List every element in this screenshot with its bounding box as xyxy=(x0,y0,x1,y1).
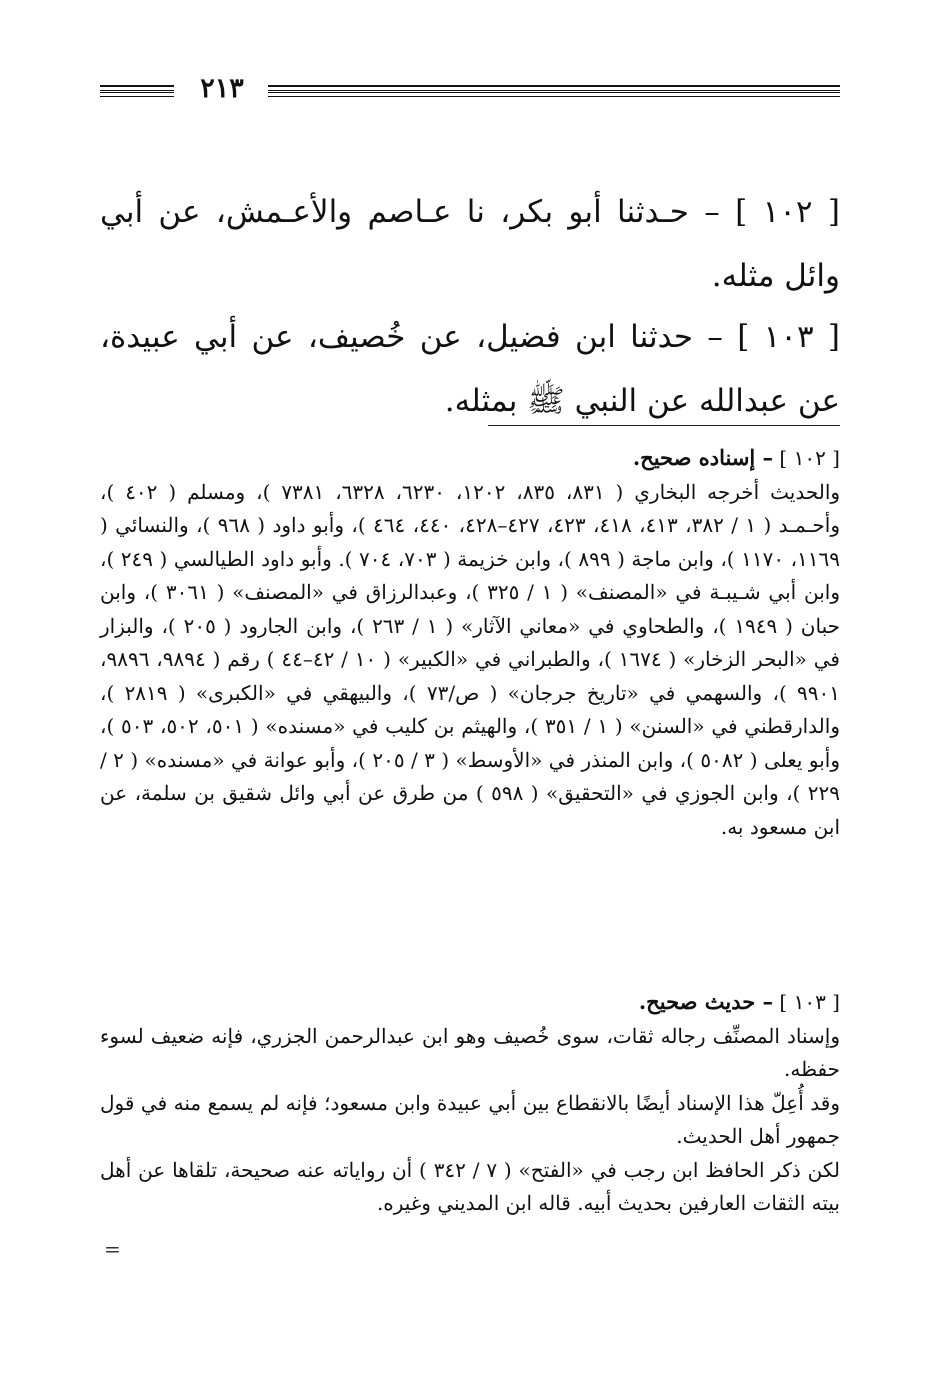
page-number: ٢١٣ xyxy=(200,73,244,104)
footnote-text: والحديث أخرجه البخاري ( ٨٣١، ٨٣٥، ١٢٠٢، ٦٢٣٠، ٦٣٢٨، ٧٣٨١ )، ومسلم ( ٤٠٢ )، وأحـمـد ( ١ / ٣٨٢، ٤١٣، ٤١٨، ٤٢٣، ٤٢٧–٤٢٨، ٤٤٠، ٤٦٤ )، وأبو داود ( ٩٦٨ )، والنسائي ( ١١٦٩، ١١٧٠ )، وابن ماجة ( ٨٩٩ )، وابن خزيمة ( ٧٠٣، ٧٠٤ ). وأبو داود الطيالسي ( ٢٤٩ )، وابن أبي شـيبـة في «المصنف» ( ١ / ٣٢٥ )، وعبدالرزاق في «المصنف» ( ٣٠٦١ )، وابن حبان ( ١٩٤٩ )، والطحاوي في «معاني الآثار» ( ١ / ٢٦٣ )، وابن الجارود ( ٢٠٥ )، والبزار في «البحر الزخار» ( ١٦٧٤ )، والطبراني في «الكبير» ( ١٠ / ٤٢–٤٤ ) رقم ( ٩٨٩٤، ٩٨٩٦، ٩٩٠١ )، والسهمي في «تاريخ جرجان» ( ص/٧٣ )، والبيهقي في «الكبرى» ( ٢٨١٩ )، والدارقطني في «السنن» ( ١ / ٣٥١ )، والهيثم بن كليب في «مسنده» ( ٥٠١، ٥٠٢، ٥٠٣ )، وأبو يعلى ( ٥٠٨٢ )، وابن المنذر في «الأوسط» ( ٣ / ٢٠٥ )، وأبو عوانة في «مسنده» ( ٢ / ٢٢٩ )، وابن الجوزي في «التحقيق» ( ٥٩٨ ) من طرق عن أبي وائل شقيق بن سلمة، عن ابن مسعود به. xyxy=(100,479,841,839)
footnote-paragraph: وقد أُعِلّ هذا الإسناد أيضًا بالانقطاع بين أبي عبيدة وابن مسعود؛ فإنه لم يسمع منه في قول جمهور أهل الحديث. xyxy=(100,1090,840,1148)
footnote-102 xyxy=(100,441,840,844)
footnote-103 xyxy=(100,985,840,1221)
hadith-102 xyxy=(100,180,840,308)
continuation-mark: = xyxy=(104,1237,121,1261)
hadith-text: – حدثنا ابن فضيل، عن خُصيف، عن أبي عبيدة، عن عبدالله عن النبي ﷺ بمثله. xyxy=(100,319,840,419)
header-rule-left xyxy=(100,85,174,97)
footnote-divider xyxy=(488,425,840,426)
footnote-grade: – حديث صحيح. xyxy=(638,989,774,1014)
footnote-number: [ ١٠٣ ] xyxy=(779,990,840,1014)
hadith-number: [ ١٠٢ ] xyxy=(735,194,840,230)
header-rule-right xyxy=(268,85,840,97)
page-header xyxy=(100,72,840,106)
hadith-number: [ ١٠٣ ] xyxy=(737,319,841,355)
footnote-paragraph: وإسناد المصنِّف رجاله ثقات، سوى خُصيف وهو ابن عبدالرحمن الجزري، فإنه ضعيف لسوء حفظه. xyxy=(100,1023,840,1081)
hadith-103 xyxy=(100,305,840,433)
footnote-paragraph: لكن ذكر الحافظ ابن رجب في «الفتح» ( ٧ / ٣٤٢ ) أن رواياته عنه صحيحة، تلقاها عن أهل بيته الثقات العارفين بحديث أبيه. قاله ابن المديني وغيره. xyxy=(100,1157,840,1215)
footnote-grade: – إسناده صحيح. xyxy=(632,445,774,470)
hadith-text: – حـدثنا أبو بكر، نا عـاصم والأعـمش، عن أبي وائل مثله. xyxy=(100,194,840,294)
footnote-number: [ ١٠٢ ] xyxy=(779,446,840,470)
